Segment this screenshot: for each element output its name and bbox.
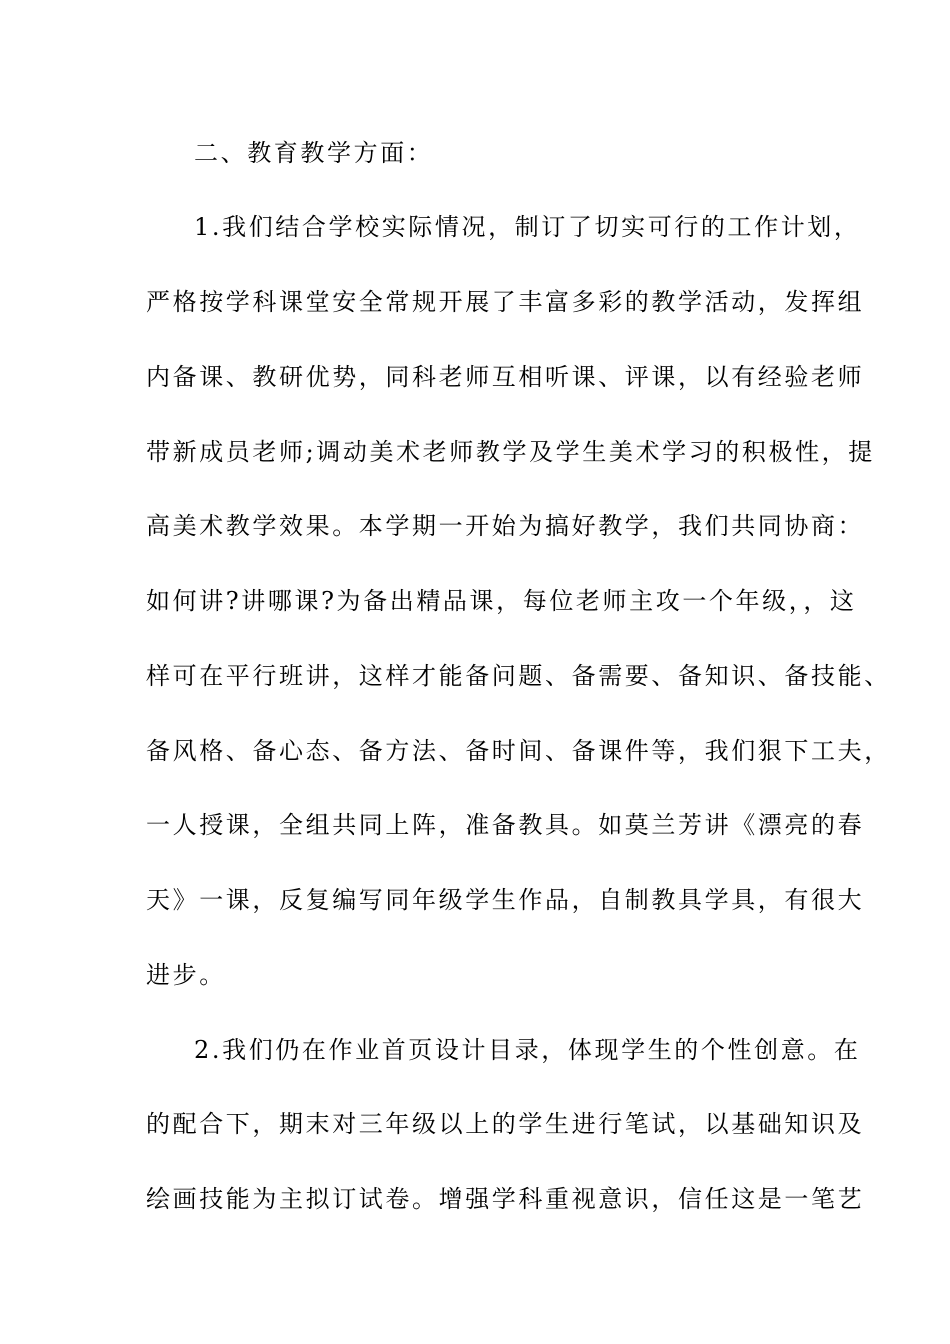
paragraph-line: 高美术教学效果。本学期一开始为搞好教学，我们共同协商：	[146, 512, 865, 540]
paragraph-line: 一人授课，全组共同上阵，准备教具。如莫兰芳讲《漂亮的春	[146, 811, 865, 839]
paragraph-line: 天》一课，反复编写同年级学生作品，自制教具学具，有很大	[146, 886, 865, 914]
paragraph-line: 进步。	[146, 961, 226, 989]
paragraph-line: 内备课、教研优势，同科老师互相听课、评课，以有经验老师	[146, 363, 865, 391]
paragraph-line: 1.我们结合学校实际情况，制订了切实可行的工作计划，	[194, 213, 861, 241]
paragraph-line: 备风格、备心态、备方法、备时间、备课件等，我们狠下工夫，	[146, 737, 891, 765]
section-heading: 二、教育教学方面：	[194, 139, 434, 167]
paragraph-line: 严格按学科课堂安全常规开展了丰富多彩的教学活动，发挥组	[146, 288, 865, 316]
paragraph-line: 如何讲?讲哪课?为备出精品课，每位老师主攻一个年级，，这	[146, 587, 857, 615]
paragraph-line: 样可在平行班讲，这样才能备问题、备需要、备知识、备技能、	[146, 662, 891, 690]
paragraph-line: 带新成员老师;调动美术老师教学及学生美术学习的积极性，提	[146, 438, 875, 466]
paragraph-line: 的配合下，期末对三年级以上的学生进行笔试，以基础知识及	[146, 1110, 865, 1138]
paragraph-line: 绘画技能为主拟订试卷。增强学科重视意识，信任这是一笔艺	[146, 1185, 865, 1213]
paragraph-line: 2.我们仍在作业首页设计目录，体现学生的个性创意。在	[194, 1036, 861, 1064]
